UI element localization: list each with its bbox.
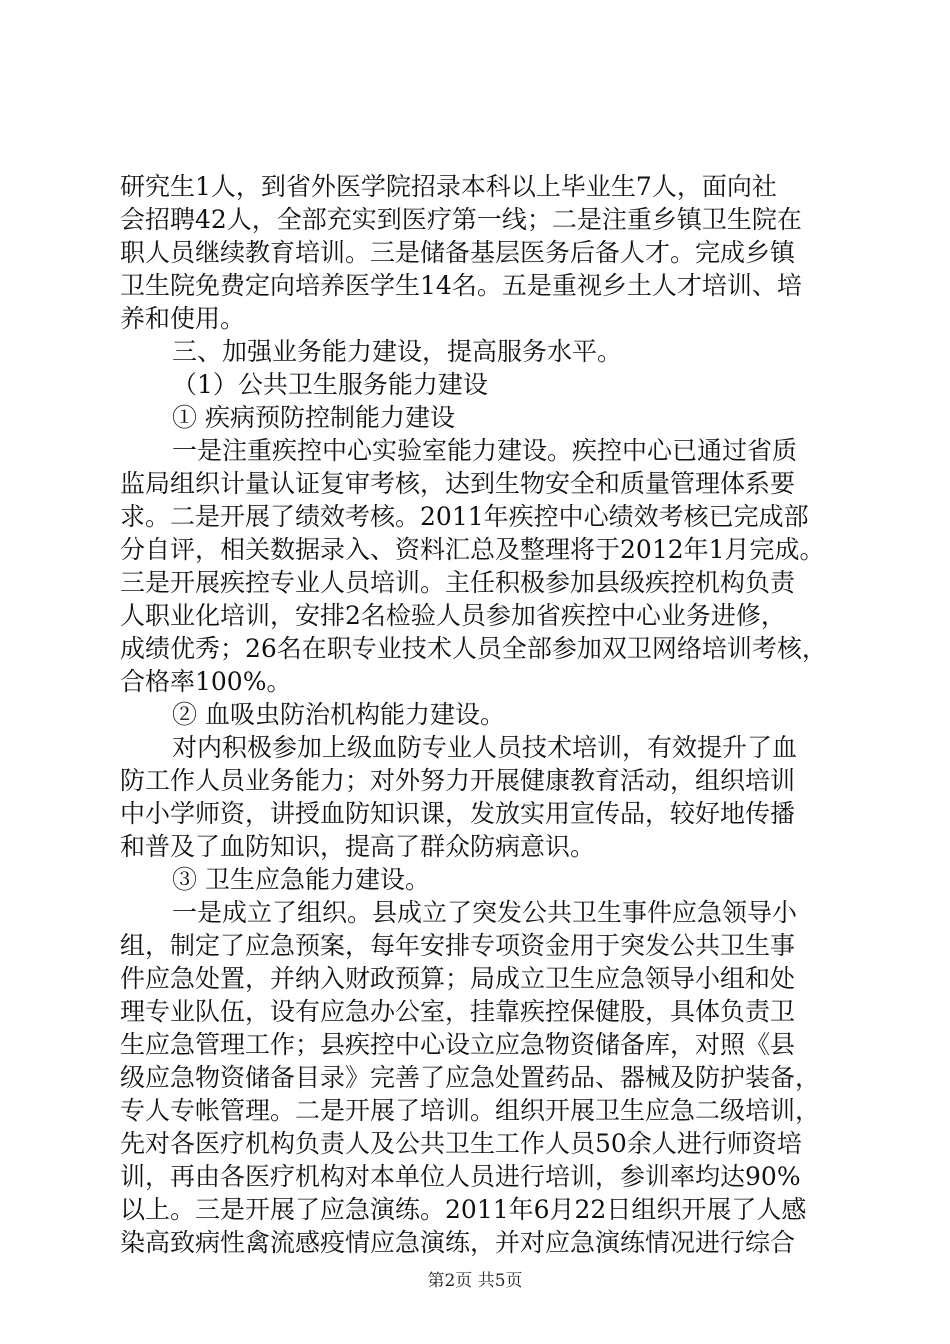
- text-line: 以上。三是开展了应急演练。2011年6月22日组织开展了人感: [120, 1195, 807, 1224]
- item-heading: ② 血吸虫防治机构能力建设。: [172, 700, 505, 729]
- item-heading: ① 疾病预防控制能力建设: [172, 403, 455, 432]
- text-line: 和普及了血防知识，提高了群众防病意识。: [120, 832, 596, 861]
- text-line: 一是注重疾控中心实验室能力建设。疾控中心已通过省质: [172, 436, 798, 465]
- text-line: 染高致病性禽流感疫情应急演练，并对应急演练情况进行综合: [120, 1228, 796, 1257]
- text-line: 人职业化培训，安排2名检验人员参加省疾控中心业务进修，: [120, 601, 786, 630]
- text-line: 防工作人员业务能力；对外努力开展健康教育活动，组织培训: [120, 766, 796, 795]
- text-line: 监局组织计量认证复审考核，达到生物安全和质量管理体系要: [120, 469, 796, 498]
- text-line: 中小学师资，讲授血防知识课，发放实用宣传品，较好地传播: [120, 799, 796, 828]
- item-heading: ③ 卫生应急能力建设。: [172, 865, 430, 894]
- text-line: 对内积极参加上级血防专业人员技术培训，有效提升了血: [172, 733, 798, 762]
- text-line: 求。二是开展了绩效考核。2011年疾控中心绩效考核已完成部: [120, 502, 809, 531]
- page-footer: 第2页 共5页: [427, 1271, 523, 1291]
- text-line: 成绩优秀；26名在职专业技术人员全部参加双卫网络培训考核，: [120, 634, 827, 663]
- text-line: 研究生1人，到省外医学院招录本科以上毕业生7人，面向社: [120, 172, 777, 201]
- text-line: 养和使用。: [120, 304, 246, 333]
- text-line: 训，再由各医疗机构对本单位人员进行培训，参训率均达90%: [120, 1162, 801, 1191]
- text-line: 三是开展疾控专业人员培训。主任积极参加县级疾控机构负责: [120, 568, 796, 597]
- text-line: 生应急管理工作；县疾控中心设立应急物资储备库，对照《县: [120, 1030, 796, 1059]
- text-line: 先对各医疗机构负责人及公共卫生工作人员50余人进行师资培: [120, 1129, 802, 1158]
- subsection-heading: （1）公共卫生服务能力建设: [172, 370, 488, 399]
- section-heading: 三、加强业务能力建设，提高服务水平。: [172, 337, 623, 366]
- text-line: 合格率100%。: [120, 667, 292, 696]
- text-line: 分自评，相关数据录入、资料汇总及整理将于2012年1月完成。: [120, 535, 825, 564]
- text-line: 理专业队伍，设有应急办公室，挂靠疾控保健股，具体负责卫: [120, 997, 796, 1026]
- text-line: 一是成立了组织。县成立了突发公共卫生事件应急领导小: [172, 898, 798, 927]
- text-line: 职人员继续教育培训。三是储备基层医务后备人才。完成乡镇: [120, 238, 796, 267]
- text-line: 级应急物资储备目录》完善了应急处置药品、器械及防护装备，: [120, 1063, 821, 1092]
- text-line: 会招聘42人，全部充实到医疗第一线；二是注重乡镇卫生院在: [120, 205, 802, 234]
- text-line: 组，制定了应急预案，每年安排专项资金用于突发公共卫生事: [120, 931, 796, 960]
- text-line: 专人专帐管理。二是开展了培训。组织开展卫生应急二级培训，: [120, 1096, 821, 1125]
- text-line: 卫生院免费定向培养医学生14名。五是重视乡土人才培训、培: [120, 271, 802, 300]
- text-line: 件应急处置，并纳入财政预算；局成立卫生应急领导小组和处: [120, 964, 796, 993]
